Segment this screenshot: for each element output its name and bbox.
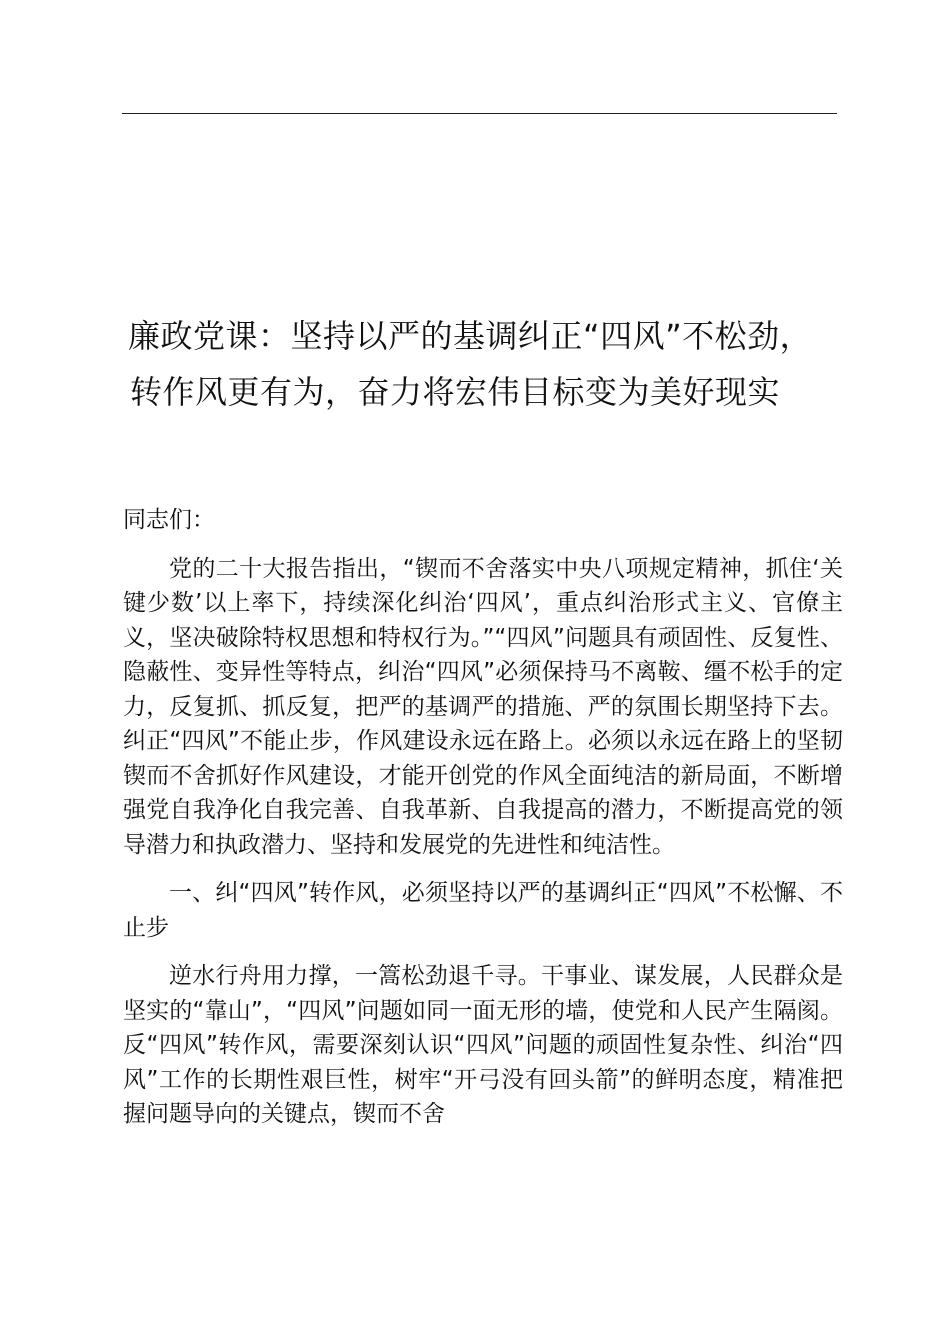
title-line-2: 转作风更有为，奋力将宏伟目标变为美好现实 bbox=[130, 373, 781, 411]
salutation: 同志们： bbox=[123, 507, 215, 533]
section-heading-1: 一、纠“四风”转作风，必须坚持以严的基调纠正“四风”不松懈、不止步 bbox=[123, 880, 843, 941]
header-rule bbox=[122, 113, 837, 114]
paragraph-section-1: 逆水行舟用力撑，一篙松劲退千寻。干事业、谋发展，人民群众是坚实的“靠山”，“四风”问题如同一面无形的墙，使党和人民产生隔阂。反“四风”转作风，需要深刻认识“四风”问题的顽固性复杂性、纠治“四风”工作的长期性艰巨性，树牢“开弓没有回头箭”的鲜明态度，精准把握问题导向的关键点，锲而不舍 bbox=[123, 963, 843, 1127]
title-line-1: 廉政党课：坚持以严的基调纠正“四风”不松劲， bbox=[128, 317, 813, 355]
paragraph-intro: 党的二十大报告指出，“锲而不舍落实中央八项规定精神，抓住‘关键少数’以上率下，持续深化纠治‘四风’，重点纠治形式主义、官僚主义，坚决破除特权思想和特权行为。”“四风”问题具有顽固性、反复性、隐蔽性、变异性等特点，纠治“四风”必须保持马不离鞍、缰不松手的定力，反复抓、抓反复，把严的基调严的措施、严的氛围长期坚持下去。纠正“四风”不能止步，作风建设永远在路上。必须以永远在路上的坚韧锲而不舍抓好作风建设，才能开创党的作风全面纯洁的新局面，不断增强党自我净化自我完善、自我革新、自我提高的潜力，不断提高党的领导潜力和执政潜力、坚持和发展党的先进性和纯洁性。 bbox=[123, 555, 843, 858]
document-body bbox=[123, 503, 843, 1146]
document-title bbox=[122, 308, 882, 420]
